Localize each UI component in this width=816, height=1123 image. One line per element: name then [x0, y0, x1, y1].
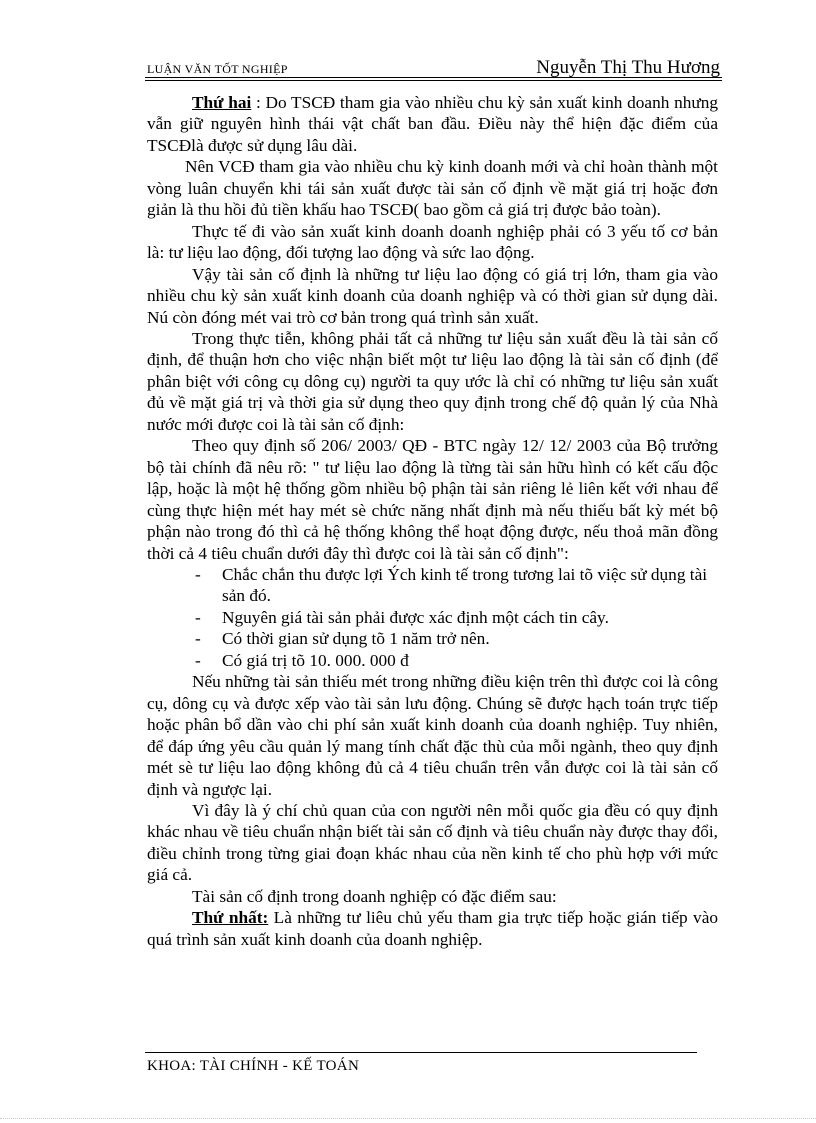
list-item [147, 564, 718, 607]
paragraph: Vậy tài sản cố định là những tư liệu lao động có giá trị lớn, tham gia vào nhiều chu kỳ sản xuất kinh doanh của doanh nghiệp và có thời gian sử dụng dài. Nú còn đóng mét vai trò cơ bản trong quá trình sản xuất. [147, 264, 718, 327]
paragraph-thu-nhat [147, 907, 718, 950]
header-rule-second [145, 80, 722, 81]
dash-bullet: - [195, 650, 201, 670]
footer-rule [145, 1052, 697, 1053]
list-item [147, 607, 718, 628]
paragraph: Theo quy định số 206/ 2003/ QĐ - BTC ngày 12/ 12/ 2003 của Bộ trưởng bộ tài chính đã nêu rõ: " tư liệu lao động là từng tài sản hữu hình có kết cấu độc lập, hoặc là một hệ thống gồm nhiều bộ phận tài sản riêng lẻ liên kết với nhau để cùng thực hiện mét hay mét sè chức năng nhất định mà nếu thiếu bất kỳ mét bộ phận nào trong đó thì cả hệ thống không thể hoạt động được, nếu thoả mãn đồng thời cả 4 tiêu chuẩn dưới đây thì được coi là tài sản cố định": [147, 436, 718, 563]
paragraph-thu-hai [147, 92, 718, 156]
header-author: Nguyễn Thị Thu Hương [536, 57, 720, 78]
body-text [147, 92, 718, 950]
paragraph: Nếu những tài sản thiếu mét trong những điều kiện trên thì được coi là công cụ, dông cụ và được xếp vào tài sản lưu động. Chúng sẽ được hạch toán trực tiếp hoặc phân bổ dần vào chi phí sản xuất kinh doanh của doanh nghiệp. Tuy nhiên, để đáp ứng yêu cầu quản lý mang tính chất đặc thù của mỗi ngành, theo quy định mét sè tư liệu lao động không đủ cả 4 tiêu chuẩn trên vẫn được coi là tài sản cố định và ngược lại. [147, 672, 718, 799]
paragraph: Trong thực tiễn, không phải tất cả những tư liệu sản xuất đều là tài sản cố định, để thuận hơn cho việc nhận biết một tư liệu lao động là tài sản cố định (để phân biệt với công cụ dông cụ) người ta quy ước là chỉ có những tư liệu sản xuất đủ về mặt giá trị và thời gia sử dụng theo quy định trong chế độ quản lý của Nhà nước mới được coi là tài sản cố định: [147, 328, 718, 434]
paragraph-text: Là những tư liêu chủ yếu tham gia trực tiếp hoặc gián tiếp vào quá trình sản xuất kinh doanh của doanh nghiệp. [147, 908, 719, 949]
header-rule [145, 77, 722, 78]
dash-bullet: - [195, 607, 201, 627]
footer-text: KHOA: TÀI CHÍNH - KẾ TOÁN [147, 1058, 360, 1074]
list-item [147, 628, 718, 649]
list-item-text: Nguyên giá tài sản phải được xác định một cách tin cây. [222, 607, 609, 627]
paragraph: Tài sản cố định trong doanh nghiệp có đặc điểm sau: [192, 886, 557, 906]
paragraph: Thực tế đi vào sản xuất kinh doanh doanh nghiệp phải có 3 yếu tố cơ bản là: tư liệu lao động, đối tượng lao động và sức lao động. [147, 221, 718, 263]
paragraph-text: : Do TSCĐ tham gia vào nhiều chu kỳ sản xuất kinh doanh nhưng vẫn giữ nguyên hình thái vật chất ban đầu. Điều này thể hiện đặc điểm của TSCĐlà được sử dụng lâu dài. [147, 93, 718, 155]
paragraph: Nên VCĐ tham gia vào nhiều chu kỳ kinh doanh mới và chỉ hoàn thành một vòng luân chuyển khi tái sản xuất được tài sản cố định về mặt giá trị hoặc đơn giản là thu hồi đủ tiền khấu hao TSCĐ( bao gồm cả giá trị được bảo toàn). [147, 157, 718, 220]
dash-bullet: - [195, 629, 201, 649]
label-thu-hai: Thứ hai [192, 93, 252, 112]
paragraph: Vì đây là ý chí chủ quan của con người nên mỗi quốc gia đều có quy định khác nhau về tiêu chuẩn nhận biết tài sản cố định và tiêu chuẩn này được thay đổi, điều chỉnh trong từng giai đoạn khác nhau của nền kinh tế cho phù hợp với mức giá cả. [147, 800, 718, 885]
criteria-list [147, 564, 718, 671]
list-item-text: Chắc chắn thu được lợi Ých kinh tế trong tương lai tõ việc sử dụng tài sản đó. [222, 564, 708, 606]
label-thu-nhat: Thứ nhất: [192, 908, 269, 928]
list-item-text: Có thời gian sử dụng tõ 1 năm trở nên. [222, 629, 490, 649]
page-edge-dots [0, 1118, 816, 1119]
list-item-text: Có giá trị tõ 10. 000. 000 đ [222, 650, 409, 670]
header-left: LUẬN VĂN TỐT NGHIỆP [147, 62, 288, 76]
list-item [147, 650, 718, 671]
dash-bullet: - [195, 564, 201, 584]
